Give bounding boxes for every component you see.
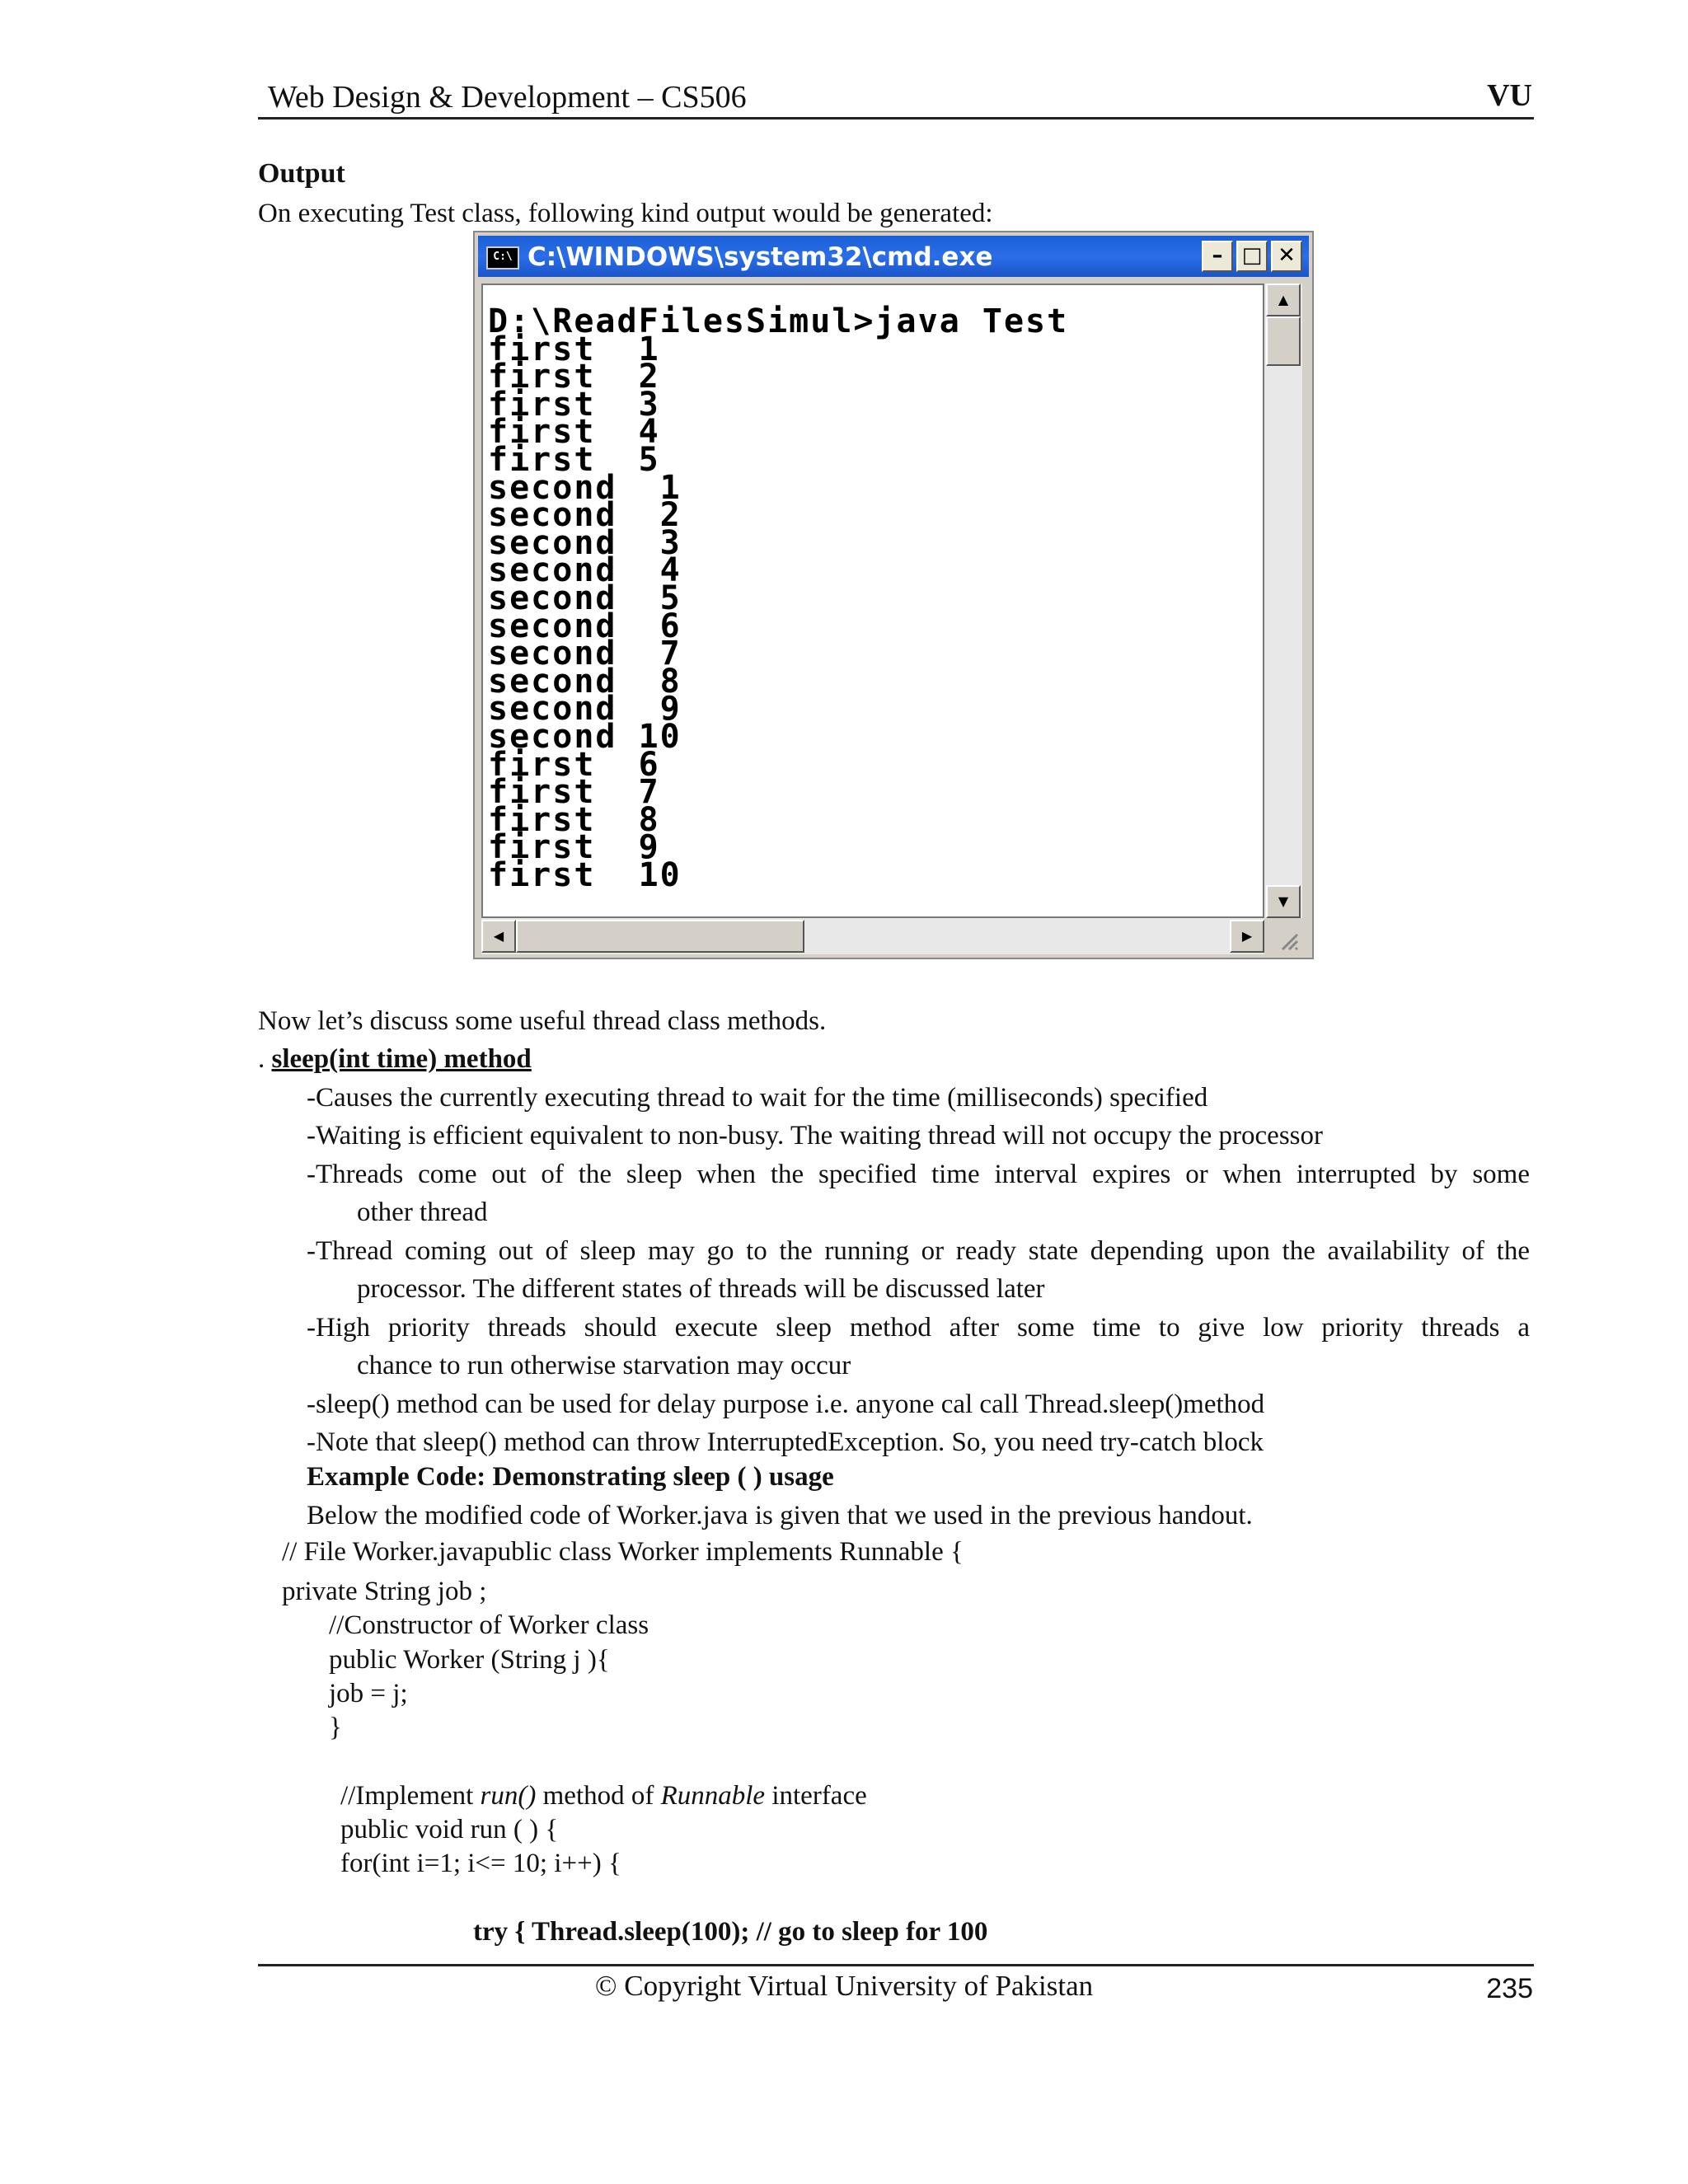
- bullet-4-cont: processor. The different states of threads will be discussed later: [357, 1274, 1045, 1304]
- method-heading: [258, 1042, 532, 1076]
- horizontal-scrollbar[interactable]: [481, 918, 1264, 954]
- resize-grip-icon[interactable]: [1264, 918, 1302, 954]
- console-output[interactable]: [481, 284, 1264, 918]
- cmd-window: [473, 231, 1314, 959]
- discuss-text: Now let’s discuss some useful thread class methods.: [258, 1006, 827, 1036]
- bullet-5: -High priority threads should execute sleep method after some time to give low priority threads a: [307, 1313, 1530, 1343]
- header-title: Web Design & Development – CS506: [268, 80, 747, 115]
- code-line: try { Thread.sleep(100); // go to sleep for 100: [473, 1917, 988, 1947]
- cmd-icon: C:\: [486, 246, 519, 269]
- bullet-7: -Note that sleep() method can throw InterruptedException. So, you need try-catch block: [307, 1427, 1264, 1457]
- horizontal-scroll-thumb[interactable]: [516, 920, 804, 953]
- console-line: D:\ReadFilesSimul>java Test: [488, 302, 1069, 340]
- output-intro: On executing Test class, following kind output would be generated:: [258, 199, 993, 228]
- code-line: //Constructor of Worker class: [329, 1610, 649, 1640]
- console-line: first 3: [488, 385, 660, 424]
- code-line: }: [329, 1713, 342, 1742]
- code-line: // File Worker.javapublic class Worker implements Runnable {: [282, 1537, 964, 1567]
- console-line: second 2: [488, 496, 682, 535]
- console-line: first 4: [488, 413, 660, 452]
- console-line: second 1: [488, 468, 682, 507]
- console-line: first 7: [488, 773, 660, 812]
- scroll-down-arrow-icon[interactable]: ▼: [1266, 885, 1301, 918]
- console-line: second 4: [488, 551, 682, 590]
- console-line: first 1: [488, 330, 660, 368]
- console-line: first 6: [488, 745, 660, 784]
- close-button[interactable]: ✕: [1271, 241, 1302, 272]
- bullet-2: -Waiting is efficient equivalent to non-busy. The waiting thread will not occupy the processor: [307, 1121, 1324, 1151]
- example-heading: Example Code: Demonstrating sleep ( ) usage: [307, 1462, 834, 1492]
- code-line: public Worker (String j ){: [329, 1645, 610, 1675]
- code-text: Runnable: [660, 1781, 766, 1811]
- bullet-3: -Threads come out of the sleep when the specified time interval expires or when interrupted by some: [307, 1160, 1530, 1189]
- scroll-left-arrow-icon[interactable]: ◀: [481, 920, 516, 953]
- bullet-3-cont: other thread: [357, 1197, 488, 1227]
- header-logo-vu: VU: [1487, 78, 1532, 113]
- code-text: //Implement: [340, 1781, 481, 1811]
- method-prefix: .: [258, 1044, 272, 1074]
- console-line: second 5: [488, 579, 682, 617]
- console-line: second 8: [488, 662, 682, 701]
- code-line: [340, 1779, 867, 1813]
- example-intro: Below the modified code of Worker.java is given that we used in the previous handout.: [307, 1501, 1253, 1530]
- code-line: public void run ( ) {: [340, 1815, 559, 1844]
- scroll-right-arrow-icon[interactable]: ▶: [1230, 920, 1264, 953]
- bullet-5-cont: chance to run otherwise starvation may occur: [357, 1351, 851, 1380]
- bullet-4: -Thread coming out of sleep may go to the running or ready state depending upon the availability of the: [307, 1236, 1530, 1266]
- code-line: for(int i=1; i<= 10; i++) {: [340, 1849, 621, 1878]
- sleep-method-heading: sleep(int time) method: [271, 1044, 532, 1074]
- output-heading: Output: [258, 158, 345, 189]
- console-line: second 6: [488, 607, 682, 645]
- console-line: first 8: [488, 800, 660, 839]
- minimize-button[interactable]: –: [1202, 241, 1233, 272]
- code-text: run(): [480, 1781, 537, 1811]
- console-line: second 9: [488, 690, 682, 729]
- bullet-6: -sleep() method can be used for delay purpose i.e. anyone cal call Thread.sleep()method: [307, 1390, 1265, 1419]
- cmd-titlebar: [478, 236, 1309, 277]
- footer-rule: [258, 1964, 1534, 1966]
- vertical-scroll-thumb[interactable]: [1266, 316, 1301, 366]
- console-line: first 2: [488, 358, 660, 396]
- scroll-up-arrow-icon[interactable]: ▲: [1266, 284, 1301, 316]
- page-header: [258, 76, 1534, 120]
- maximize-button[interactable]: □: [1236, 241, 1268, 272]
- console-lines: [488, 302, 1069, 894]
- vertical-scrollbar[interactable]: [1264, 284, 1302, 918]
- page-number: 235: [1486, 1973, 1533, 2004]
- console-line: second 3: [488, 523, 682, 562]
- footer-copyright: © Copyright Virtual University of Pakistan: [594, 1970, 1094, 2002]
- console-line: first 10: [488, 855, 682, 894]
- code-text: interface: [765, 1781, 867, 1811]
- code-line: job = j;: [329, 1679, 408, 1708]
- bullet-1: -Causes the currently executing thread to wait for the time (milliseconds) specified: [307, 1083, 1208, 1113]
- cmd-window-title: C:\WINDOWS\system32\cmd.exe: [528, 242, 993, 272]
- code-text: method of: [536, 1781, 661, 1811]
- console-line: second 10: [488, 717, 682, 756]
- code-line: private String job ;: [282, 1577, 487, 1606]
- console-line: first 9: [488, 828, 660, 867]
- console-line: second 7: [488, 635, 682, 673]
- console-line: first 5: [488, 440, 660, 479]
